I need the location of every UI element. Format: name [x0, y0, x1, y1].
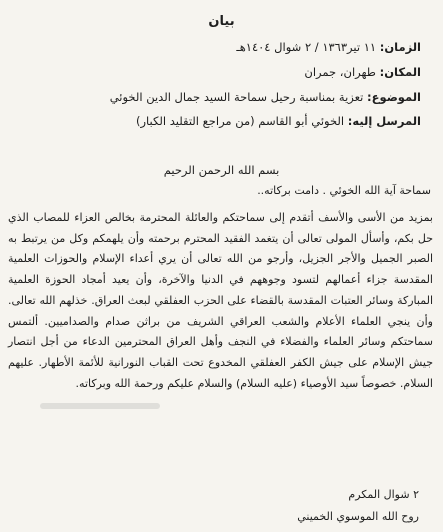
meta-place-label: المكان: [379, 65, 421, 79]
meta-recipient-row [8, 114, 421, 128]
meta-place-value: طهران، جمران [304, 65, 376, 79]
meta-recipient-label: المرسل إليه: [347, 114, 421, 128]
document-title: بيان [208, 14, 235, 29]
greeting: سماحة آية الله الخوئي . دامت بركاته.. [257, 184, 431, 197]
meta-place-row [8, 65, 421, 79]
signature: روح الله الموسوي الخميني [297, 510, 419, 523]
letter-body: بمزيد من الأسى والأسف أتقدم إلى سماحتكم والعائلة المحترمة بخالص العزاء للمصاب الذي حل بكم، وأسأل المولى تعالى أن يتغمد الفقيد المحترم برحمته وأن يلهمكم وكل من يرتبط به الصبر الجميل والأجر الجزيل، وأرجو من الله تعالى أن يري أعداء الإسلام والحوزات العلمية المقدسة جزاء أعمالهم لتسود وجوههم في الدنيا والآخرة، وأن يعيد أمجاد الحوزة العلمية المباركة وسائر العتبات المقدسة بالقضاء على الحزب العفلقي لبعث العراق. خذلهم الله تعالى. وأن ينجي العلماء الأعلام والشعب العراقي الشريف من براثن صدام والصداميين. ألتمس سماحتكم وسائر العلماء والفضلاء في النجف وأهل العراق المحترمين الدعاء من أجل انتصار جيش الإسلام على جيش الكفر العفلقي المخدوع تحت القباب النورانية للأئمة الأطهار. عليهم السلام. خصوصاً سيد الأوصياء (عليه السلام) والسلام عليكم ورحمة الله وبركاته. [8, 211, 433, 390]
meta-subject-row [8, 90, 421, 104]
meta-subject-value: تعزية بمناسبة رحيل سماحة السيد جمال الدين الخوئي [109, 90, 364, 104]
closing-date: ٢ شوال المكرم [348, 488, 419, 501]
meta-date-label: الزمان: [379, 40, 421, 54]
meta-date-value: ١١ تير١٣٦٣ / ٢ شوال ١٤٠٤هـ [236, 40, 377, 54]
meta-date-row [8, 40, 421, 54]
meta-subject-label: الموضوع: [367, 90, 421, 104]
meta-recipient-value: الخوئي أبو القاسم (من مراجع التقليد الكبار) [135, 114, 345, 128]
basmala: بسم الله الرحمن الرحيم [163, 163, 280, 177]
scan-smudge [40, 403, 160, 409]
